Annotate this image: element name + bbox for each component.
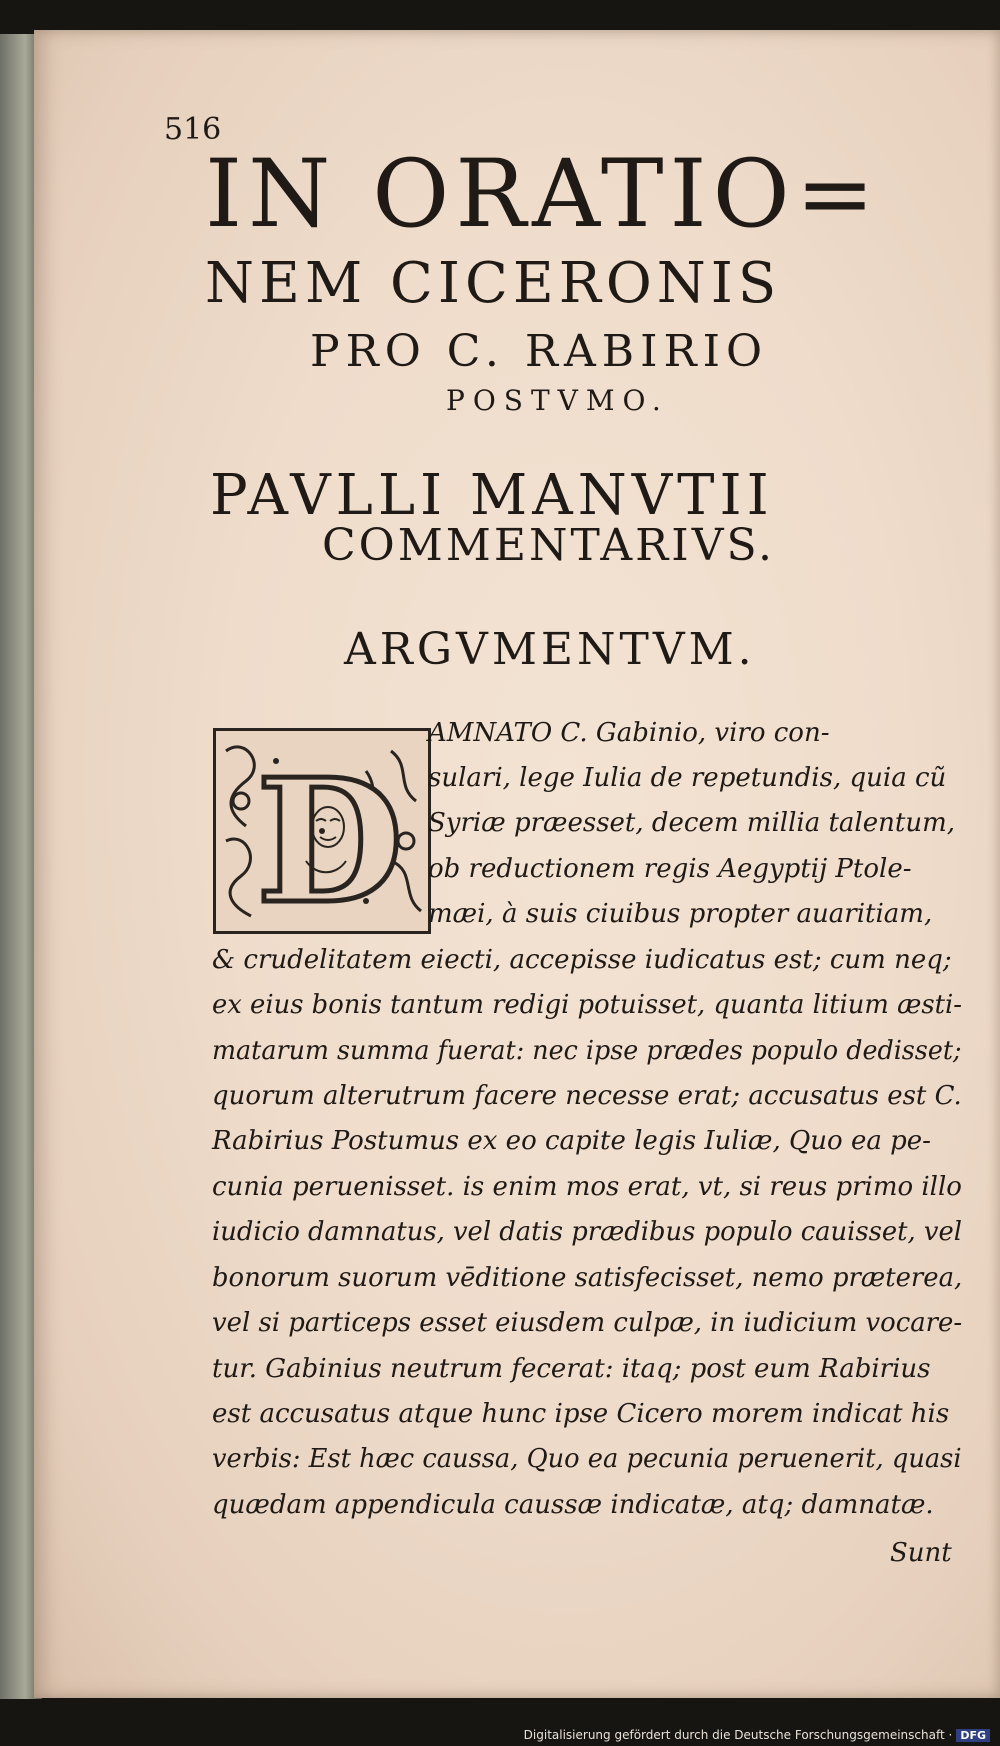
decorated-initial xyxy=(213,728,431,934)
body-line-4: ob reductionem regis Aegyptij Ptole- xyxy=(428,854,912,884)
digitization-credit xyxy=(524,1728,990,1742)
body-line-14: vel si particeps esset eiusdem culpæ, in iudicium vocare- xyxy=(212,1308,963,1338)
title-line-3: PRO C. RABIRIO xyxy=(310,326,769,377)
page-number: 516 xyxy=(164,112,222,147)
body-line-2: sulari, lege Iulia de repetundis, quia cũ xyxy=(428,763,947,793)
ornament-icon xyxy=(216,731,428,931)
body-line-17: verbis: Est hæc caussa, Quo ea pecunia peruenerit, quasi xyxy=(212,1444,962,1474)
body-line-7: ex eius bonis tantum redigi potuisset, quanta litium æsti- xyxy=(212,990,962,1020)
body-line-5: mæi, à suis ciuibus propter auaritiam, xyxy=(428,899,933,929)
body-line-1: AMNATO C. Gabinio, viro con- xyxy=(428,718,830,748)
body-line-3: Syriæ præesset, decem millia talentum, xyxy=(428,808,955,838)
body-line-11: cunia peruenisset. is enim mos erat, vt, si reus primo illo xyxy=(212,1172,962,1202)
title-line-2: NEM CICERONIS xyxy=(205,251,782,316)
dfg-logo-icon: DFG xyxy=(956,1729,990,1742)
section-heading: ARGVMENTVM. xyxy=(344,624,756,675)
initial-letter: D xyxy=(256,742,404,931)
credit-text: Digitalisierung gefördert durch die Deutsche Forschungsgemeinschaft · xyxy=(523,1728,953,1742)
body-line-8: matarum summa fuerat: nec ipse prædes populo dedisset; xyxy=(212,1036,962,1066)
body-line-18: quædam appendicula caussæ indicatæ, atq; damnatæ. xyxy=(212,1490,934,1520)
title-line-1: IN ORATIO= xyxy=(205,140,881,249)
body-line-12: iudicio damnatus, vel datis prædibus populo cauisset, vel xyxy=(212,1217,962,1247)
body-line-13: bonorum suorum vēditione satisfecisset, nemo præterea, xyxy=(212,1263,963,1293)
author-line-2: COMMENTARIVS. xyxy=(322,520,776,571)
catchword: Sunt xyxy=(890,1538,952,1568)
title-line-4: POSTVMO. xyxy=(446,384,669,417)
body-line-10: Rabirius Postumus ex eo capite legis Iuliæ, Quo ea pe- xyxy=(212,1126,931,1156)
body-line-15: tur. Gabinius neutrum fecerat: itaq; post eum Rabirius xyxy=(212,1354,931,1384)
author-line-1: PAVLLI MANVTII xyxy=(210,463,774,528)
body-line-6: & crudelitatem eiecti, accepisse iudicatus est; cum neq; xyxy=(212,945,952,975)
body-line-9: quorum alterutrum facere necesse erat; accusatus est C. xyxy=(212,1081,962,1111)
body-line-16: est accusatus atque hunc ipse Cicero morem indicat his xyxy=(212,1399,950,1429)
